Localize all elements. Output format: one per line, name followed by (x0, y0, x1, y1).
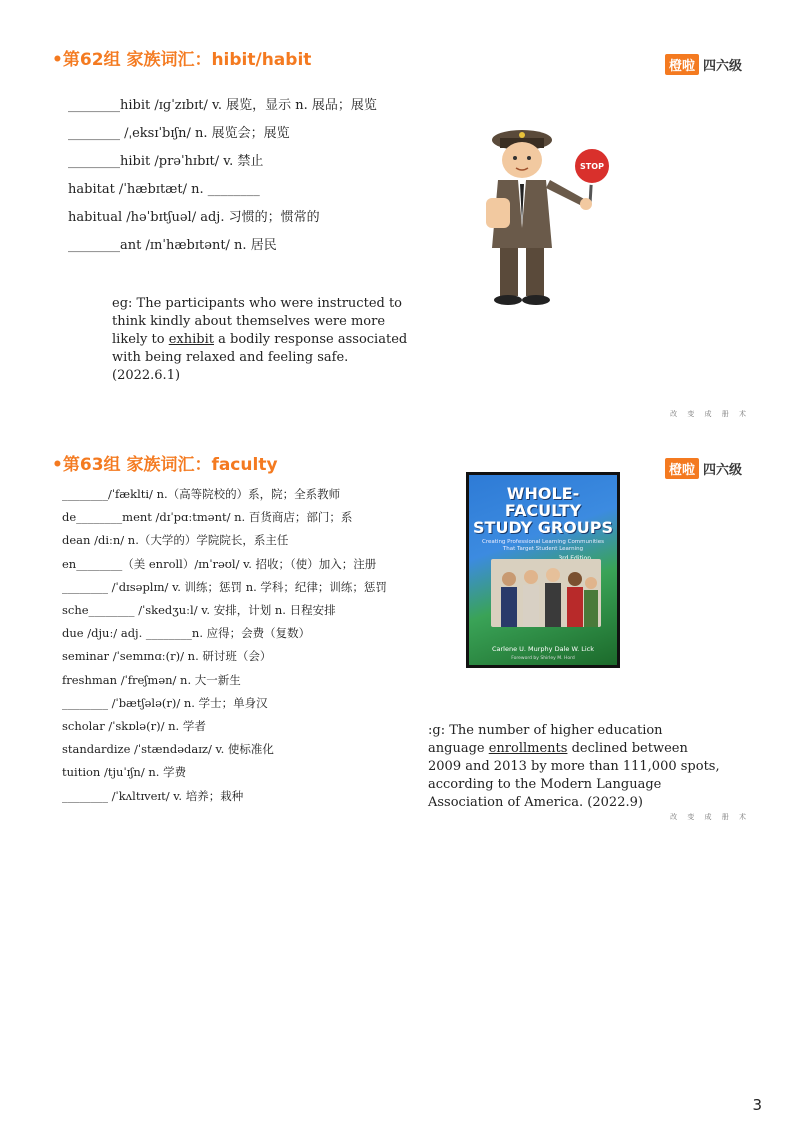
footer-text: 改 变 成 册 术 (670, 813, 750, 821)
vocab-item: scholar /ˈskɒlə(r)/ n. 学者 (62, 719, 206, 734)
book-title-line1: WHOLE-FACULTY (504, 484, 582, 520)
example-sentence (112, 295, 412, 385)
vocab-item: ________hibit /prəˈhɪbɪt/ v. 禁止 (68, 154, 264, 169)
vocab-item: habitual /həˈbɪtʃuəl/ adj. 习惯的；惯常的 (68, 210, 320, 225)
vocab-item: en________（美 enroll）/ɪnˈrəʊl/ v. 招收；（使）加入；注册 (62, 556, 377, 571)
vocab-item: ________ /ˈbætʃələ(r)/ n. 学士；单身汉 (62, 695, 268, 710)
slide-section-62 (0, 0, 800, 430)
example-text-after: declined between 2009 and 2013 by more than 111,000 spots, according to the Modern Language Association of America. (2022.9) (428, 741, 720, 810)
example-underlined-word: enrollments (488, 741, 568, 756)
vocab-item: habitat /ˈhæbɪtæt/ n. ________ (68, 182, 260, 197)
footer-text: 改 变 成 册 术 (670, 410, 750, 418)
vocab-item: sche________ /ˈskedʒuːl/ v. 安排，计划 n. 日程安排 (62, 603, 336, 618)
vocab-item: freshman /ˈfreʃmən/ n. 大一新生 (62, 672, 241, 687)
book-foreword: Foreword by Shirley M. Hord (511, 656, 575, 661)
brand-label: 四六级 (702, 463, 742, 478)
stop-sign-text: STOP (580, 162, 604, 171)
vocab-list (68, 92, 377, 260)
book-authors: Carlene U. Murphy Dale W. Lick (491, 645, 595, 653)
brand-badge: 橙啦 (665, 54, 699, 75)
book-photo (491, 559, 601, 627)
book-cover-image (466, 472, 620, 668)
people-group-icon (491, 559, 601, 627)
vocab-item: ________hibit /ɪɡˈzɪbɪt/ v. 展览，显示 n. 展品；展览 (68, 98, 377, 113)
book-title-line2: STUDY GROUPS (473, 518, 613, 537)
example-sentence (428, 704, 728, 812)
police-officer-icon (470, 118, 620, 308)
slide-section-63 (0, 438, 800, 838)
vocab-item: de________ment /dɪˈpɑːtmənt/ n. 百货商店；部门；系 (62, 510, 353, 525)
vocab-item: ________/ˈfæklti/ n.（高等院校的）系，院；全系教师 (62, 487, 341, 501)
example-underlined-word: exhibit (168, 332, 214, 347)
brand-logo (665, 54, 742, 75)
vocab-item: ________ /ˈdɪsəplɪn/ v. 训练；惩罚 n. 学科；纪律；训练；惩罚 (62, 579, 387, 594)
brand-logo (665, 458, 742, 479)
vocab-item: ________ /ˈkʌltɪveɪt/ v. 培养；栽种 (62, 788, 244, 803)
vocab-item: standardize /ˈstændədaɪz/ v. 使标准化 (62, 742, 274, 757)
section-title: •第63组 家族词汇：faculty (52, 455, 278, 475)
vocab-item: tuition /tjuˈɪʃn/ n. 学费 (62, 765, 187, 780)
vocab-item: ________ant /ɪnˈhæbɪtənt/ n. 居民 (68, 238, 277, 253)
vocab-item: due /djuː/ adj. ________n. 应得；会费（复数） (62, 626, 311, 641)
example-text-before: eg: The participants who were instructed to think kindly about themselves were more likely to (112, 296, 403, 347)
section-title: •第62组 家族词汇：hibit/habit (52, 50, 312, 70)
vocab-list (62, 483, 387, 808)
example-text-before: :g: The number of higher education anguage (428, 723, 663, 756)
book-subtitle: Creating Professional Learning Communities That Target Student Learning (482, 539, 604, 552)
brand-label: 四六级 (702, 59, 742, 74)
vocab-item: dean /diːn/ n.（大学的）学院院长，系主任 (62, 533, 289, 548)
example-text-after: a bodily response associated with being relaxed and feeling safe. (2022.6.1) (112, 332, 408, 383)
brand-badge: 橙啦 (665, 458, 699, 479)
vocab-item: ________ /ˌeksɪˈbɪʃn/ n. 展览会；展览 (68, 126, 290, 141)
vocab-item: seminar /ˈsemɪnɑː(r)/ n. 研讨班（会） (62, 649, 272, 664)
page-number: 3 (752, 1096, 762, 1114)
